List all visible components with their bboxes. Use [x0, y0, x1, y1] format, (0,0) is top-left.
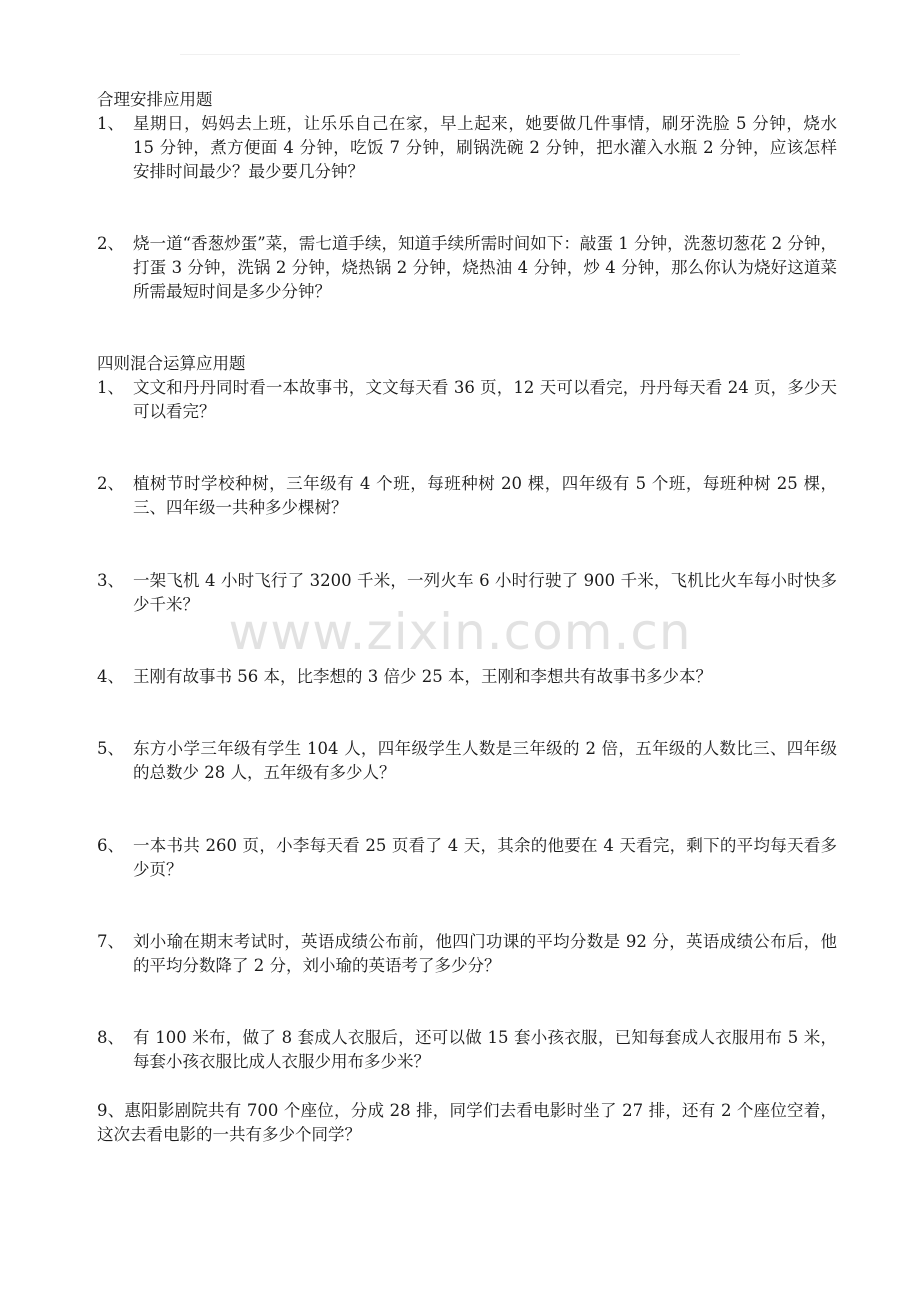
question-number: 2、: [97, 474, 124, 493]
question-text: 一本书共 260 页，小李每天看 25 页看了 4 天，其余的他要在 4 天看完，剩下的平均每天看多少页？: [133, 836, 837, 879]
question-2-4: [97, 665, 837, 689]
question-text: 文文和丹丹同时看一本故事书，文文每天看 36 页，12 天可以看完，丹丹每天看 24 页，多少天可以看完？: [133, 378, 837, 421]
question-2-6: [97, 834, 837, 882]
question-1-1: [97, 112, 837, 184]
question-2-1: [97, 376, 837, 424]
question-number: 6、: [97, 836, 124, 855]
section-title-mixed-operations: 四则混合运算应用题: [97, 354, 246, 373]
question-text: 王刚有故事书 56 本，比李想的 3 倍少 25 本，王刚和李想共有故事书多少本？: [133, 667, 712, 686]
question-number: 2、: [97, 234, 124, 253]
question-number: 5、: [97, 739, 124, 758]
section-title-arrangement: 合理安排应用题: [97, 90, 213, 109]
watermark: www.zixin.com.cn: [228, 603, 692, 661]
question-1-2: [97, 232, 837, 304]
question-number: 9、: [97, 1101, 125, 1120]
question-text: 刘小瑜在期末考试时，英语成绩公布前，他四门功课的平均分数是 92 分，英语成绩公布后，他的平均分数降了 2 分，刘小瑜的英语考了多少分？: [133, 932, 837, 975]
question-number: 4、: [97, 667, 124, 686]
question-number: 8、: [97, 1028, 124, 1047]
question-text: 植树节时学校种树，三年级有 4 个班，每班种树 20 棵，四年级有 5 个班，每班种树 25 棵，三、四年级一共种多少棵树？: [133, 474, 837, 517]
question-number: 7、: [97, 932, 124, 951]
question-number: 3、: [97, 571, 124, 590]
question-number: 1、: [97, 114, 124, 133]
question-text: 一架飞机 4 小时飞行了 3200 千米，一列火车 6 小时行驶了 900 千米，飞机比火车每小时快多少千米？: [133, 571, 837, 614]
question-text: 惠阳影剧院共有 700 个座位，分成 28 排，同学们去看电影时坐了 27 排，还有 2 个座位空着，这次去看电影的一共有多少个同学？: [97, 1101, 837, 1144]
question-2-9: [97, 1099, 837, 1147]
question-2-3: [97, 569, 837, 617]
question-number: 1、: [97, 378, 124, 397]
question-text: 有 100 米布，做了 8 套成人衣服后，还可以做 15 套小孩衣服，已知每套成人衣服用布 5 米，每套小孩衣服比成人衣服少用布多少米？: [133, 1028, 837, 1071]
question-text: 东方小学三年级有学生 104 人，四年级学生人数是三年级的 2 倍，五年级的人数比三、四年级的总数少 28 人，五年级有多少人？: [133, 739, 837, 782]
question-2-7: [97, 930, 837, 978]
question-2-5: [97, 737, 837, 785]
question-text: 星期日，妈妈去上班，让乐乐自己在家，早上起来，她要做几件事情，刷牙洗脸 5 分钟，烧水 15 分钟，煮方便面 4 分钟，吃饭 7 分钟，刷锅洗碗 2 分钟，把水灌入水瓶 2 分钟，应该怎样安排时间最少？最少要几分钟？: [133, 114, 837, 181]
question-2-2: [97, 472, 837, 520]
top-rule: [180, 54, 740, 55]
question-2-8: [97, 1026, 837, 1074]
question-text: 烧一道“香葱炒蛋”菜，需七道手续，知道手续所需时间如下：敲蛋 1 分钟，洗葱切葱花 2 分钟，打蛋 3 分钟，洗锅 2 分钟，烧热锅 2 分钟，烧热油 4 分钟，炒 4 分钟，那么你认为烧好这道菜所需最短时间是多少分钟？: [133, 234, 837, 301]
